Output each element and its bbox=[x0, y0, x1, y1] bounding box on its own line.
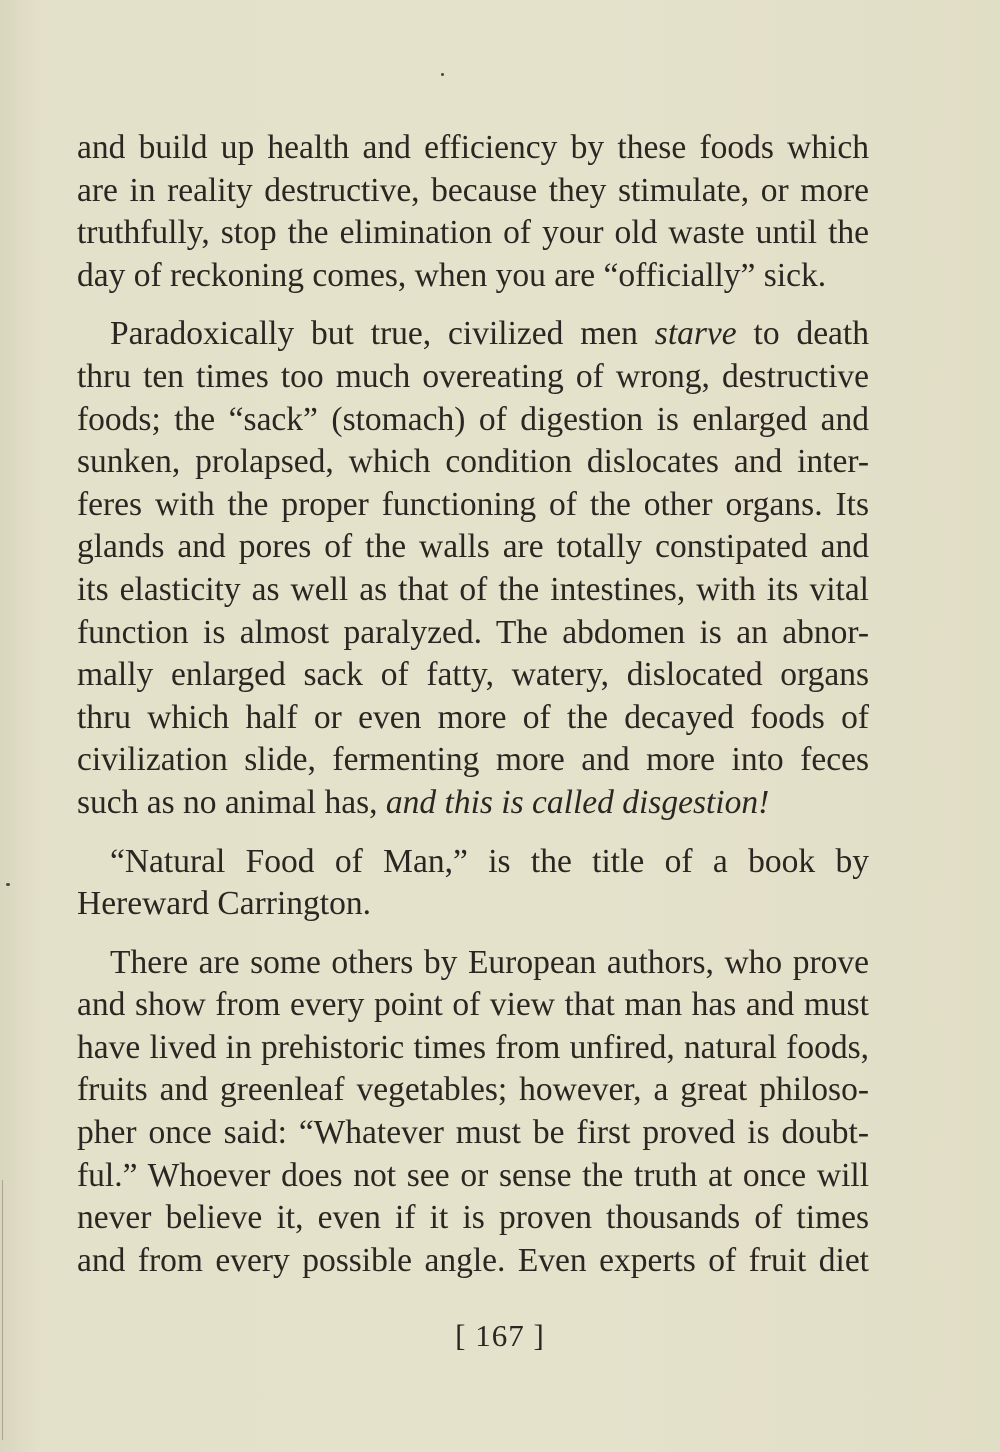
text-line: never believe it, even if it is proven thousands of times bbox=[77, 1199, 869, 1237]
text-line: are in reality destructive, because they stimulate, or more bbox=[77, 171, 869, 209]
text-run: to death bbox=[736, 315, 869, 353]
text-line: function is almost paralyzed. The abdomen is an abnor- bbox=[77, 613, 869, 651]
text-line: day of reckoning comes, when you are “officially” sick. bbox=[77, 256, 827, 294]
text-line: foods; the “sack” (stomach) of digestion is enlarged and bbox=[77, 400, 869, 438]
text-line: sunken, prolapsed, which condition dislocates and inter- bbox=[77, 443, 869, 481]
text-line: and build up health and efficiency by these foods which bbox=[77, 129, 869, 166]
text-line: and from every possible angle. Even experts of fruit diet bbox=[77, 1241, 869, 1279]
text-line bbox=[77, 313, 869, 356]
text-line: ful.” Whoever does not see or sense the truth at once will bbox=[77, 1156, 869, 1194]
text-line: and show from every point of view that man has and must bbox=[77, 986, 869, 1024]
paragraph-2 bbox=[77, 313, 869, 824]
italic-run: starve bbox=[654, 315, 737, 353]
text-line: its elasticity as well as that of the intestines, with its vital bbox=[77, 570, 869, 608]
text-line: pher once said: “Whatever must be first proved is doubt- bbox=[77, 1114, 869, 1152]
paragraph-3 bbox=[77, 841, 869, 926]
text-line bbox=[77, 782, 869, 825]
text-line: feres with the proper functioning of the other organs. Its bbox=[77, 485, 869, 523]
text-line: Hereward Carrington. bbox=[77, 885, 371, 923]
paragraph-4 bbox=[77, 942, 869, 1283]
text-line: truthfully, stop the elimination of your old waste until the bbox=[77, 214, 869, 252]
text-run: such as no animal has, bbox=[77, 783, 386, 821]
text-line: thru ten times too much overeating of wrong, destructive bbox=[77, 357, 869, 395]
italic-run: and this is called disgestion! bbox=[385, 783, 770, 821]
text-line: thru which half or even more of the decayed foods of bbox=[77, 698, 869, 736]
paragraph-1 bbox=[77, 127, 869, 297]
ink-speck bbox=[6, 883, 10, 886]
text-line: have lived in prehistoric times from unfired, natural foods, bbox=[77, 1028, 869, 1066]
text-line: glands and pores of the walls are totally constipated and bbox=[77, 528, 869, 566]
text-line bbox=[77, 841, 869, 884]
body-text bbox=[77, 127, 869, 1282]
page-number: [ 167 ] bbox=[455, 1318, 545, 1353]
text-run: “Natural Food of Man,” is the title of a book by bbox=[110, 842, 869, 880]
text-line: fruits and greenleaf vegetables; however, a great philoso- bbox=[77, 1071, 869, 1109]
text-line: civilization slide, fermenting more and more into feces bbox=[77, 741, 869, 779]
text-line: mally enlarged sack of fatty, watery, dislocated organs bbox=[77, 656, 869, 694]
page-edge-line bbox=[2, 1180, 3, 1440]
text-run: There are some others by European authors, who prove bbox=[110, 943, 869, 981]
text-line bbox=[77, 942, 869, 985]
ink-speck bbox=[441, 73, 444, 76]
text-run: Paradoxically but true, civilized men bbox=[110, 315, 655, 353]
